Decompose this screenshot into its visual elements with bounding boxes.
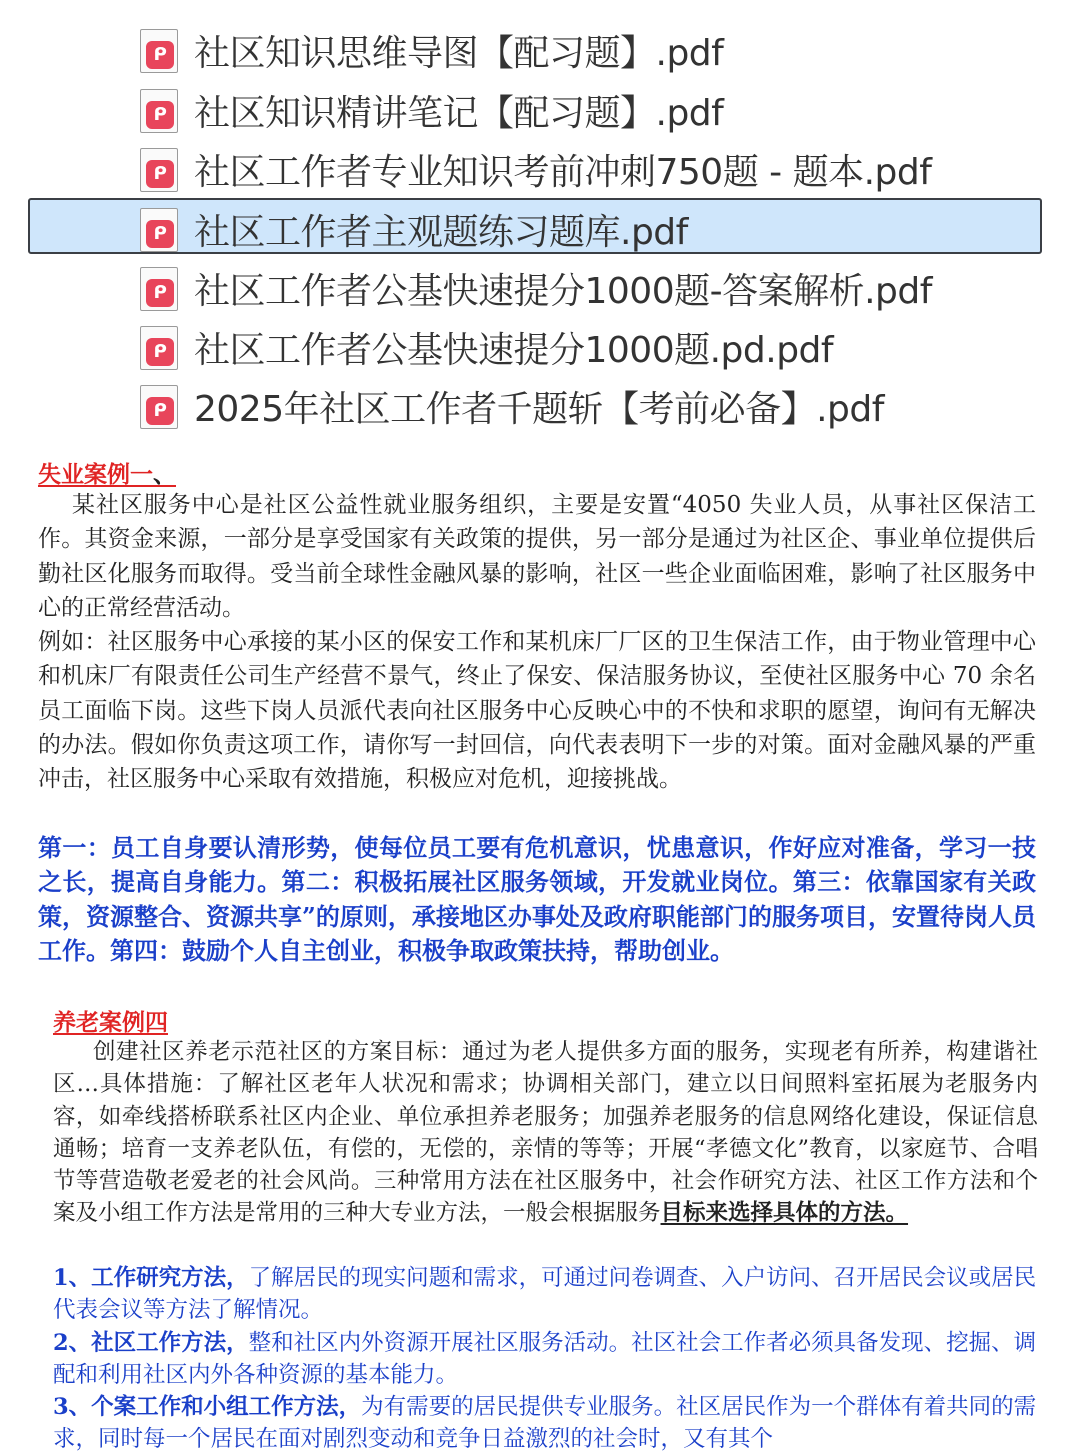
- pdf-icon: ᑭ: [138, 27, 182, 73]
- file-name: 社区工作者公基快速提分1000题-答案解析.pdf: [194, 270, 932, 312]
- case1-heading: 失业案例一、: [38, 461, 176, 488]
- file-item[interactable]: [138, 319, 833, 375]
- file-item[interactable]: [138, 260, 932, 316]
- pdf-icon: ᑭ: [138, 206, 182, 252]
- file-list: [0, 0, 1080, 440]
- file-name: 社区工作者专业知识考前冲刺750题 - 题本.pdf: [194, 151, 932, 193]
- file-item[interactable]: [138, 82, 723, 138]
- pdf-icon: ᑭ: [138, 383, 182, 429]
- file-name: 2025年社区工作者千题斩【考前必备】.pdf: [194, 388, 884, 430]
- file-item-selected[interactable]: [138, 201, 688, 257]
- file-name: 社区知识思维导图【配习题】.pdf: [194, 32, 724, 74]
- case4-paragraph: 创建社区养老示范社区的方案目标：通过为老人提供多方面的服务，实现老有所养，构建谐社区…具体措施：了解社区老年人状况和需求；协调相关部门，建立以日间照料室拓展为老服务内容，如牵线搭桥联系社区内企业、单位承担养老服务；加强养老服务的信息网络化建设，保证信息通畅；培育一支养老队伍，有偿的，无偿的，亲情的等等；开展“孝德文化”教育，以家庭节、合唱节等营造敬老爱老的社会风尚。三种常用方法在社区服务中，社会作研究方法、社区工作方法和个案及小组工作方法是常用的三种大专业方法，一般会根据服务目标来选择具体的方法。: [53, 1039, 1038, 1227]
- file-item[interactable]: [138, 22, 723, 78]
- case4-underlined-text: 目标来选择具体的方法。: [660, 1200, 909, 1227]
- file-name: 社区工作者主观题练习题库.pdf: [194, 211, 688, 253]
- file-name: 社区知识精讲笔记【配习题】.pdf: [194, 92, 724, 134]
- file-item[interactable]: [138, 378, 884, 434]
- file-item[interactable]: [138, 141, 931, 197]
- case4-item-1: 1、工作研究方法，了解居民的现实问题和需求，可通过问卷调查、入户访问、召开居民会议或居民代表会议等方法了解情况。: [53, 1265, 1037, 1324]
- case1-answer: 第一：员工自身要认清形势，使每位员工要有危机意识，忧患意识，作好应对准备，学习一技之长，提高自身能力。第二：积极拓展社区服务领域，开发就业岗位。第三：依靠国家有关政策，资源整合、资源共享”的原则，承接地区办事处及政府职能部门的服务项目，安置待岗人员工作。第四：鼓励个人自主创业，积极争取政策扶持，帮助创业。: [38, 833, 1036, 966]
- file-name: 社区工作者公基快速提分1000题.pd.pdf: [194, 329, 834, 371]
- case4-heading: 养老案例四: [53, 1009, 168, 1036]
- pdf-icon: ᑭ: [138, 146, 182, 192]
- pdf-icon: ᑭ: [138, 324, 182, 370]
- case4-item-3: 3、个案工作和小组工作方法，为有需要的居民提供专业服务。社区居民作为一个群体有着共同的需求，同时每一个居民在面对剧烈变动和竞争日益激烈的社会时，又有其个: [53, 1394, 1037, 1453]
- pdf-icon: ᑭ: [138, 265, 182, 311]
- case4-item-2: 2、社区工作方法，整和社区内外资源开展社区服务活动。社区社会工作者必须具备发现、挖掘、调配和利用社区内外各种资源的基本能力。: [53, 1330, 1037, 1389]
- pdf-icon: ᑭ: [138, 87, 182, 133]
- case1-paragraph-1: 某社区服务中心是社区公益性就业服务组织，主要是安置“4050 失业人员，从事社区保洁工作。其资金来源，一部分是享受国家有关政策的提供，另一部分是通过为社区企、事业单位提供后勤社区化服务而取得。受当前全球性金融风暴的影响，社区一些企业面临困难，影响了社区服务中心的正常经营活动。: [38, 492, 1036, 621]
- case1-paragraph-2: 例如：社区服务中心承接的某小区的保安工作和某机床厂厂区的卫生保洁工作，由于物业管理中心和机床厂有限责任公司生产经营不景气，终止了保安、保洁服务协议，至使社区服务中心 70 余名员工面临下岗。这些下岗人员派代表向社区服务中心反映心中的不快和求职的愿望，询问有无解决的办法。假如你负责这项工作，请你写一封回信，向代表表明下一步的对策。面对金融风暴的严重冲击，社区服务中心采取有效措施，积极应对危机，迎接挑战。: [38, 629, 1036, 793]
